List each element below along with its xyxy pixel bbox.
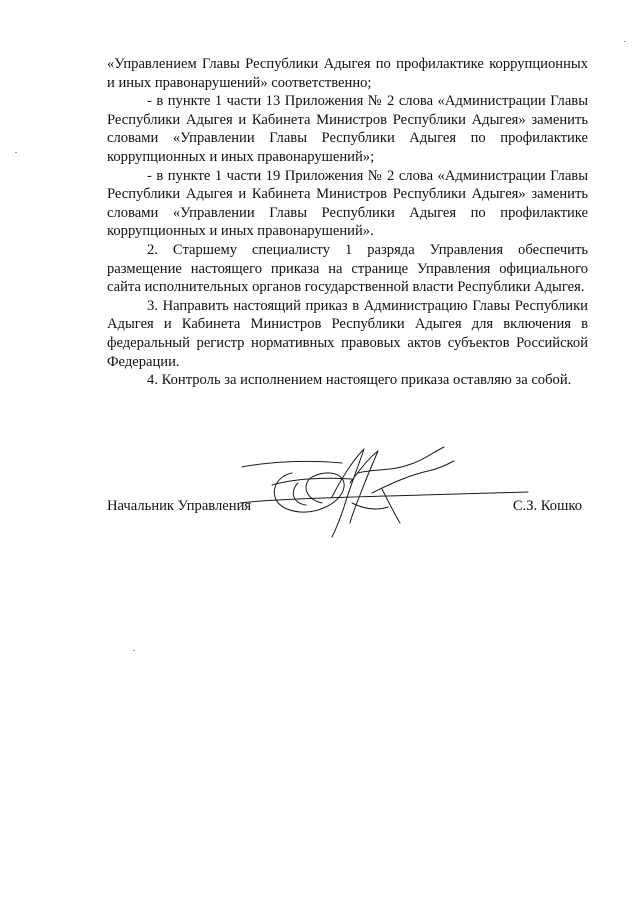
signatory-name: С.З. Кошко: [512, 498, 582, 514]
paragraph-amendment-part-13: - в пункте 1 части 13 Приложения № 2 слова «Администрации Главы Республики Адыгея и Кабинета Министров Республики Адыгея» заменить словами «Управлении Главы Республики Адыгея по профилактике коррупционных и иных правонарушений»;: [107, 93, 588, 165]
signature-row: [107, 497, 588, 517]
paragraph-item-3: 3. Направить настоящий приказ в Администрацию Главы Республики Адыгея и Кабинета Министров Республики Адыгея для включения в федеральный регистр нормативных правовых актов субъектов Российской Федерации.: [107, 297, 588, 370]
paragraph-continuation: «Управлением Главы Республики Адыгея по профилактике коррупционных и иных правонарушений» соответственно;: [107, 56, 588, 91]
scan-speck: [624, 41, 626, 42]
paragraph-item-2: 2. Старшему специалисту 1 разряда Управления обеспечить размещение настоящего приказа на странице Управления официального сайта исполнительных органов государственной власти Республики Адыгея.: [107, 241, 588, 296]
signatory-title: Начальник Управления: [107, 498, 252, 514]
paragraph-amendment-part-19: - в пункте 1 части 19 Приложения № 2 слова «Администрации Главы Республики Адыгея и Кабинета Министров Республики Адыгея» заменить словами «Управлении Главы Республики Адыгея по профилактике коррупционных и иных правонарушений».: [107, 167, 588, 240]
paragraph-item-4: 4. Контроль за исполнением настоящего приказа оставляю за собой.: [147, 372, 572, 389]
scan-speck: [133, 650, 135, 651]
scan-speck: [15, 152, 17, 153]
document-body: [107, 55, 588, 390]
